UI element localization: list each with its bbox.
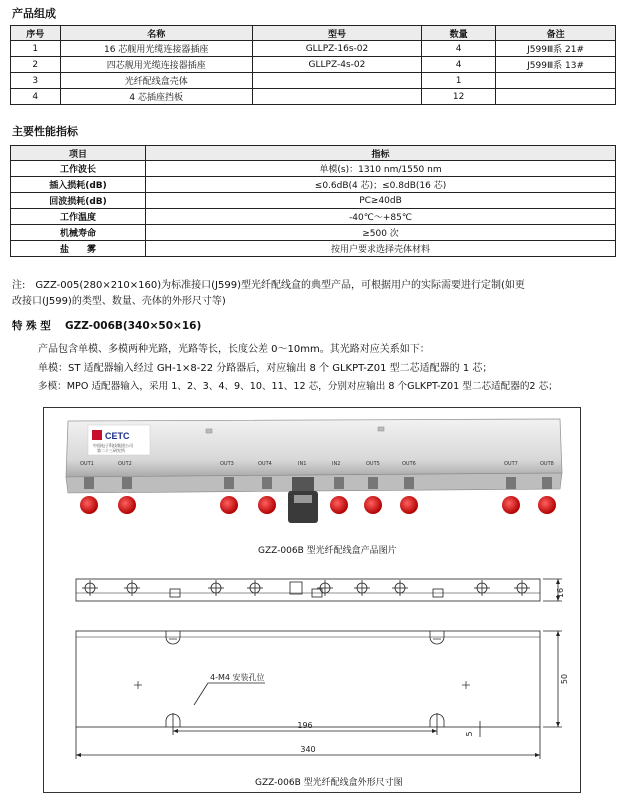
- cell: 4: [422, 57, 496, 73]
- table-row: [11, 209, 616, 225]
- cell: 工作波长: [11, 161, 146, 177]
- table-row: [11, 193, 616, 209]
- port-label: OUT5: [366, 461, 380, 467]
- mpo-connector-icon: [288, 477, 318, 523]
- performance-title: 主要性能指标: [12, 125, 78, 138]
- port-label: OUT1: [80, 461, 94, 467]
- cell: GLLPZ-16s-02: [252, 41, 421, 57]
- mount-label: 4-M4 安装孔位: [210, 673, 265, 682]
- dim-5: 5: [465, 731, 474, 737]
- dim-16: 16: [556, 587, 565, 599]
- mpo-port-outline: [290, 582, 302, 594]
- col-name-header: 名称: [60, 26, 252, 41]
- col-index-header: 序号: [11, 26, 61, 41]
- brand-sub-1: 中国电子科技集团公司: [93, 443, 133, 448]
- table-row: [11, 57, 616, 73]
- cell: 4 芯插座挡板: [60, 89, 252, 105]
- cell: 12: [422, 89, 496, 105]
- col-remark-header: 备注: [496, 26, 616, 41]
- mount-hole-icon: [430, 631, 444, 644]
- port-label: OUT2: [118, 461, 132, 467]
- cell: PC≥40dB: [146, 193, 616, 209]
- performance-table: [10, 145, 616, 257]
- cell: 3: [11, 73, 61, 89]
- composition-title: 产品组成: [12, 7, 56, 20]
- cell: 盐 雾: [11, 241, 146, 257]
- cell: 机械寿命: [11, 225, 146, 241]
- cell: [496, 73, 616, 89]
- dim-50: 50: [560, 673, 569, 685]
- table-row: [11, 89, 616, 105]
- port-label: IN1: [298, 461, 307, 467]
- col-qty-header: 数量: [422, 26, 496, 41]
- cell: -40℃～+85℃: [146, 209, 616, 225]
- cetc-logo-icon: [92, 430, 102, 440]
- cell: [496, 89, 616, 105]
- note-line-2: 改接口(J599)的类型、数量、壳体的外形尺寸等): [12, 296, 226, 307]
- cell: 2: [11, 57, 61, 73]
- port-label: IN2: [332, 461, 341, 467]
- cell: J599Ⅲ系 21#: [496, 41, 616, 57]
- special-desc-2: 单模：ST 适配器输入经过 GH-1×8-22 分路器后，对应输出 8 个 GLKPT-Z01 型二芯适配器的 1 芯；: [38, 363, 493, 374]
- cell: ≤0.6dB(4 芯)；≤0.8dB(16 芯): [146, 177, 616, 193]
- mount-hole-icon: [166, 631, 180, 644]
- brand-label: CETC: [105, 431, 130, 441]
- special-title: 特 殊 型 GZZ-006B(340×50×16): [12, 320, 202, 332]
- cell: 工作温度: [11, 209, 146, 225]
- port-label: OUT3: [220, 461, 234, 467]
- note-line-1: 注: GZZ-005(280×210×160)为标准接口(J599)型光纤配线盒的典型产品，可根据用户的实际需要进行定制(如更: [12, 280, 525, 291]
- cell: 四芯舰用光缆连接器插座: [60, 57, 252, 73]
- cell: 1: [422, 73, 496, 89]
- composition-header-row: [11, 26, 616, 41]
- port-label: OUT4: [258, 461, 272, 467]
- mount-label-leader: [194, 683, 208, 705]
- cell: 光纤配线盒壳体: [60, 73, 252, 89]
- top-view-outline: [76, 631, 540, 727]
- screw-icon: [206, 429, 212, 433]
- dim-340: 340: [300, 745, 316, 754]
- table-row: [11, 177, 616, 193]
- product-photo: [60, 415, 570, 535]
- col-spec-header: 指标: [146, 146, 616, 161]
- cell: 插入损耗(dB): [11, 177, 146, 193]
- table-row: [11, 225, 616, 241]
- port-label: OUT7: [504, 461, 518, 467]
- screw-icon: [378, 427, 384, 431]
- cell: 1: [11, 41, 61, 57]
- performance-header-row: [11, 146, 616, 161]
- table-row: [11, 73, 616, 89]
- cell: 16 芯舰用光缆连接器插座: [60, 41, 252, 57]
- cell: [252, 89, 421, 105]
- port-label: OUT8: [540, 461, 554, 467]
- special-desc-3: 多模：MPO 适配器输入，采用 1、2、3、4、9、10、11、12 芯，分别对应输出 8 个GLKPT-Z01 型二芯适配器的2 芯；: [38, 381, 558, 392]
- cell: 4: [422, 41, 496, 57]
- drawing-caption: GZZ-006B 型光纤配线盒外形尺寸图: [255, 778, 403, 788]
- cell: [252, 73, 421, 89]
- photo-caption: GZZ-006B 型光纤配线盒产品图片: [258, 546, 397, 556]
- table-row: [11, 41, 616, 57]
- dimension-drawing: [50, 563, 575, 775]
- table-row: [11, 161, 616, 177]
- table-row: [11, 241, 616, 257]
- dim-196: 196: [297, 721, 313, 730]
- composition-table: [10, 25, 616, 105]
- cell: GLLPZ-4s-02: [252, 57, 421, 73]
- special-desc-1: 产品包含单模、多模两种光路，光路等长，长度公差 0～10mm。其光路对应关系如下：: [38, 344, 430, 355]
- col-item-header: 项目: [11, 146, 146, 161]
- brand-sub-2: 第二十三研究所: [97, 448, 125, 453]
- cell: 单模(s)：1310 nm/1550 nm: [146, 161, 616, 177]
- port-label: OUT6: [402, 461, 416, 467]
- col-model-header: 型号: [252, 26, 421, 41]
- side-view-outline: [76, 579, 540, 601]
- cell: 回波损耗(dB): [11, 193, 146, 209]
- cell: 4: [11, 89, 61, 105]
- cell: 按用户要求选择壳体材料: [146, 241, 616, 257]
- cell: ≥500 次: [146, 225, 616, 241]
- cell: J599Ⅲ系 13#: [496, 57, 616, 73]
